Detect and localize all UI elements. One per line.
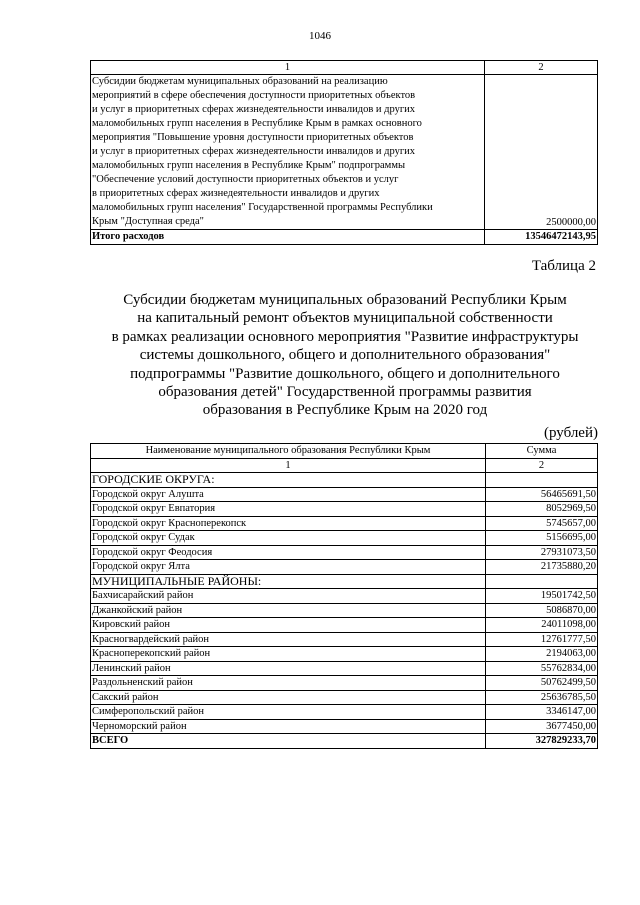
amount: 25636785,50 (486, 690, 598, 705)
municipality-name: Джанкойский район (91, 603, 486, 618)
municipality-name: Красногвардейский район (91, 632, 486, 647)
municipality-name: Городской округ Евпатория (91, 502, 486, 517)
description-line: маломобильных групп населения" Государственной программы Республики (92, 202, 433, 214)
column-number-row (91, 458, 598, 473)
description-line: мероприятия "Повышение уровня доступности приоритетных объектов (92, 132, 414, 144)
title-line: образования детей" Государственной программы развития (158, 384, 532, 401)
title-line: системы дошкольного, общего и дополнительного образования" (139, 347, 551, 364)
amount: 56465691,50 (486, 487, 598, 502)
units-label: (рублей) (543, 425, 598, 441)
subsidy-amount: 2500000,00 (485, 75, 598, 230)
expenses-table-continuation (90, 60, 598, 245)
total-label: Итого расходов (91, 230, 485, 244)
municipality-name: Кировский район (91, 618, 486, 633)
amount: 12761777,50 (486, 632, 598, 647)
table-row (91, 705, 598, 720)
amount: 2194063,00 (486, 647, 598, 662)
amount: 3677450,00 (486, 719, 598, 734)
title-line: образования в Республике Крым на 2020 год (202, 402, 488, 419)
title-line: Субсидии бюджетам муниципальных образований Республики Крым (123, 292, 567, 308)
column-number-row (91, 61, 598, 75)
description-line: "Обеспечение условий доступности приоритетных объектов и услуг (92, 174, 399, 186)
municipality-name: Раздольненский район (91, 676, 486, 691)
title-line: подпрограммы "Развитие дошкольного, общего и дополнительного (130, 365, 560, 382)
column-number: 1 (91, 458, 486, 473)
amount: 24011098,00 (486, 618, 598, 633)
table-row (91, 661, 598, 676)
amount: 5745657,00 (486, 516, 598, 531)
table-row (91, 75, 598, 230)
municipality-name: Городской округ Судак (91, 531, 486, 546)
table-row (91, 719, 598, 734)
municipality-name: Городской округ Феодосия (91, 545, 486, 560)
description-line: в приоритетных сферах жизнедеятельности инвалидов и других (92, 188, 380, 200)
column-number: 2 (485, 61, 598, 75)
municipality-name: Городской округ Ялта (91, 560, 486, 575)
description-line: Субсидии бюджетам муниципальных образований на реализацию (92, 76, 388, 88)
amount: 5086870,00 (486, 603, 598, 618)
amount: 21735880,20 (486, 560, 598, 575)
title-line: на капитальный ремонт объектов муниципальной собственности (137, 310, 553, 327)
municipality-name: Городской округ Алушта (91, 487, 486, 502)
table-row (91, 618, 598, 633)
title-line: в рамках реализации основного мероприятия "Развитие инфраструктуры (111, 328, 579, 345)
section-row (91, 574, 598, 589)
table-row (91, 516, 598, 531)
section-label: МУНИЦИПАЛЬНЫЕ РАЙОНЫ: (91, 574, 486, 589)
column-number: 2 (486, 458, 598, 473)
municipality-name: Черноморский район (91, 719, 486, 734)
table-row (91, 676, 598, 691)
table-row (91, 502, 598, 517)
table-row (91, 545, 598, 560)
description-line: и услуг в приоритетных сферах жизнедеятельности инвалидов и других (92, 146, 416, 158)
amount: 55762834,00 (486, 661, 598, 676)
description-line: маломобильных групп населения в Республике Крым" подпрограммы (92, 160, 406, 172)
header-name: Наименование муниципального образования Республики Крым (91, 444, 486, 459)
page-number: 1046 (309, 30, 331, 42)
municipality-name: Сакский район (91, 690, 486, 705)
municipality-name: Ленинский район (91, 661, 486, 676)
municipality-name: Симферопольский район (91, 705, 486, 720)
table-row (91, 647, 598, 662)
total-label: ВСЕГО (91, 734, 486, 749)
subsidies-table (90, 443, 598, 749)
section-label: ГОРОДСКИЕ ОКРУГА: (91, 473, 486, 488)
table-row (91, 632, 598, 647)
table-row (91, 531, 598, 546)
table-label: Таблица 2 (531, 258, 596, 274)
amount: 8052969,50 (486, 502, 598, 517)
table-row (91, 603, 598, 618)
total-amount: 13546472143,95 (485, 230, 598, 244)
municipality-name: Красноперекопский район (91, 647, 486, 662)
total-amount: 327829233,70 (486, 734, 598, 749)
municipality-name: Городской округ Красноперекопск (91, 516, 486, 531)
amount (486, 473, 598, 488)
section-row (91, 473, 598, 488)
subsidy-description (91, 75, 485, 230)
amount (486, 574, 598, 589)
header-amount: Сумма (486, 444, 598, 459)
header-row (91, 444, 598, 459)
table-row (91, 487, 598, 502)
column-number: 1 (91, 61, 485, 75)
description-line: маломобильных групп населения в Республике Крым в рамках основного (92, 118, 422, 130)
amount: 27931073,50 (486, 545, 598, 560)
municipality-name: Бахчисарайский район (91, 589, 486, 604)
amount: 19501742,50 (486, 589, 598, 604)
total-row (91, 230, 598, 244)
amount: 50762499,50 (486, 676, 598, 691)
table-title (60, 291, 630, 420)
description-line: мероприятий в сфере обеспечения доступности приоритетных объектов (92, 90, 416, 102)
description-line: и услуг в приоритетных сферах жизнедеятельности инвалидов и других (92, 104, 416, 116)
table-row (91, 589, 598, 604)
table-row (91, 690, 598, 705)
amount: 3346147,00 (486, 705, 598, 720)
description-line: Крым "Доступная среда" (92, 216, 204, 228)
amount: 5156695,00 (486, 531, 598, 546)
total-row (91, 734, 598, 749)
table-row (91, 560, 598, 575)
